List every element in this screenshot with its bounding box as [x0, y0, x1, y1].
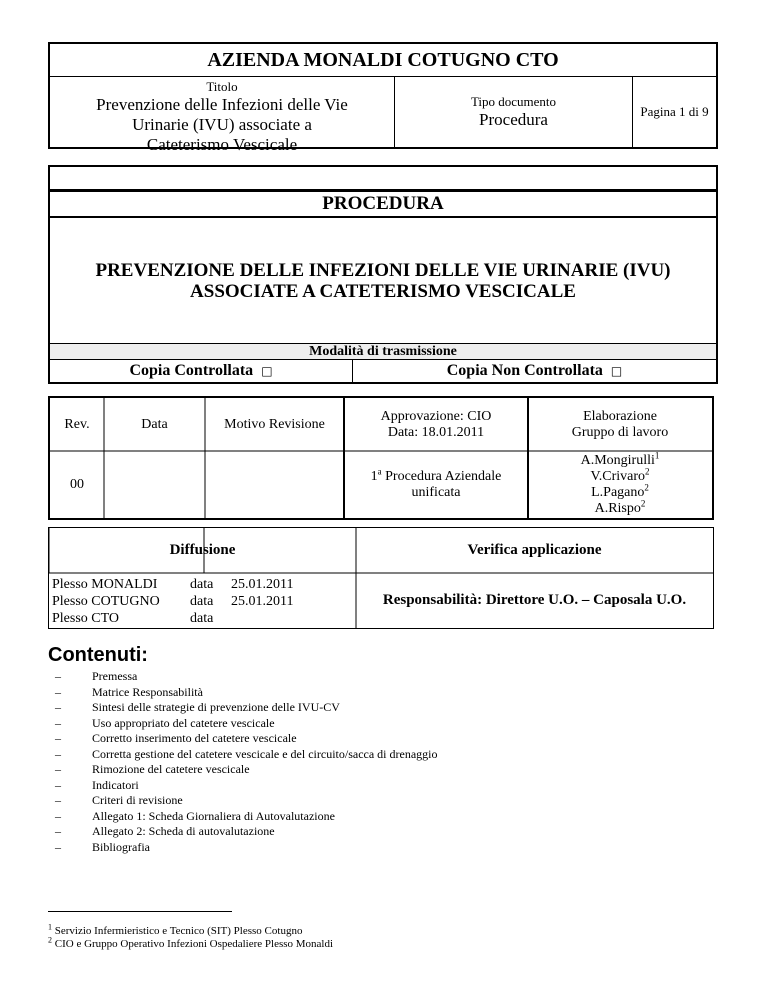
top-strip [50, 167, 716, 190]
title-line-3: Cateterismo Vescicale [146, 135, 298, 154]
row-data [104, 451, 205, 518]
list-item: – Rimozione del catetere vescicale [55, 762, 250, 776]
list-item: – Criteri di revisione [55, 793, 183, 807]
date-value: 25.01.2011 [231, 594, 294, 609]
date-label: data [190, 611, 214, 626]
company-name: AZIENDA MONALDI COTUGNO CTO [50, 44, 716, 77]
footnote-2: $^2$ CIO e Gruppo Operativo Infezioni Ospedaliere Plesso Monaldi [48, 935, 334, 950]
contents-list [55, 669, 438, 855]
col-rev-header: Rev. [64, 416, 90, 432]
procedure-title-line-2: ASSOCIATE A CATETERISMO VESCICALE [190, 280, 576, 302]
list-item: – Matrice Responsabilità [55, 684, 203, 699]
list-item: – Bibliografia [55, 839, 150, 854]
list-item: – Sintesi delle strategie di prevenzione delle IVU-CV [55, 700, 340, 714]
contents-title: Contenuti: [48, 644, 148, 666]
list-item: – Premessa [55, 669, 138, 683]
approvazione-value-line-1: 1$^a$ Procedura Aziendale [370, 465, 502, 484]
title-line-1: Prevenzione delle Infezioni delle Vie [96, 95, 348, 114]
site-cto: Plesso CTO [52, 611, 120, 626]
copy-controlled[interactable] [50, 360, 353, 382]
row-authors [528, 451, 712, 518]
col-elaborazione-header [528, 398, 712, 451]
date-label: data [190, 594, 214, 609]
procedure-frame [48, 165, 718, 384]
responsibility: Responsabilità: Direttore U.O. – Caposala U.O. [382, 592, 687, 608]
doc-type-value: Procedura [479, 110, 548, 129]
row-approvazione [344, 451, 528, 518]
copy-uncontrolled[interactable] [353, 360, 716, 382]
date-value: 25.01.2011 [231, 577, 294, 592]
revision-table [48, 396, 714, 520]
list-item: – Allegato 2: Scheda di autovalutazione [55, 824, 275, 838]
site-cotugno: Plesso COTUGNO [52, 594, 160, 609]
doc-type-cell [395, 77, 633, 147]
row-rev: 00 [70, 476, 84, 492]
diffusion-title: Diffusione [169, 542, 236, 558]
page-number: Pagina 1 di 9 [640, 104, 709, 119]
verify-title: Verifica applicazione [467, 542, 602, 558]
approvazione-value-line-2: unificata [411, 484, 461, 500]
copy-controlled-label: Copia Controllata [129, 362, 254, 379]
row-motivo [205, 451, 344, 518]
date-label: data [190, 577, 214, 592]
copy-controlled-checkbox-icon[interactable]: □ [261, 364, 273, 378]
col-motivo-header: Motivo Revisione [224, 416, 325, 432]
doc-type-label: Tipo documento [470, 94, 557, 109]
author: A.Mongirulli$^1$ [580, 449, 660, 468]
document-header [48, 42, 718, 154]
title-cell [50, 77, 395, 154]
title-label: Titolo [206, 79, 238, 94]
author: V.Crivaro$^2$ [590, 465, 650, 484]
footnote-1: $^1$ Servizio Infermieristico e Tecnico (SIT) Plesso Cotugno [48, 922, 303, 937]
author: L.Pagano$^2$ [591, 481, 649, 500]
approvazione-line-2: Data: 18.01.2011 [387, 424, 485, 440]
list-item: – Allegato 1: Scheda Giornaliera di Autovalutazione [55, 808, 335, 823]
elaborazione-line-2: Gruppo di lavoro [571, 424, 669, 440]
elaborazione-line-1: Elaborazione [583, 408, 657, 424]
procedure-heading: PROCEDURA [50, 190, 716, 218]
approvazione-line-1: Approvazione: CIO [380, 408, 492, 424]
copy-uncontrolled-checkbox-icon[interactable]: □ [610, 364, 623, 378]
procedure-title-line-1: PREVENZIONE DELLE INFEZIONI DELLE VIE URINARIE (IVU) [95, 259, 671, 281]
list-item: – Corretto inserimento del catetere vescicale [55, 731, 297, 745]
footnote-separator [48, 911, 232, 912]
col-data-header: Data [141, 416, 168, 432]
diffusion-table [48, 527, 714, 629]
title-line-2: Urinarie (IVU) associate a [132, 115, 312, 134]
author: A.Rispo$^2$ [594, 497, 646, 516]
site-monaldi: Plesso MONALDI [52, 577, 158, 592]
col-approvazione-header [344, 398, 528, 451]
procedure-title [50, 218, 716, 343]
list-item: – Indicatori [55, 777, 139, 792]
list-item: – Corretta gestione del catetere vescicale e del circuito/sacca di drenaggio [55, 746, 438, 761]
transmission-label: Modalità di trasmissione [50, 343, 716, 360]
copy-uncontrolled-label: Copia Non Controllata [446, 362, 603, 379]
list-item: – Uso appropriato del catetere vescicale [55, 715, 275, 730]
